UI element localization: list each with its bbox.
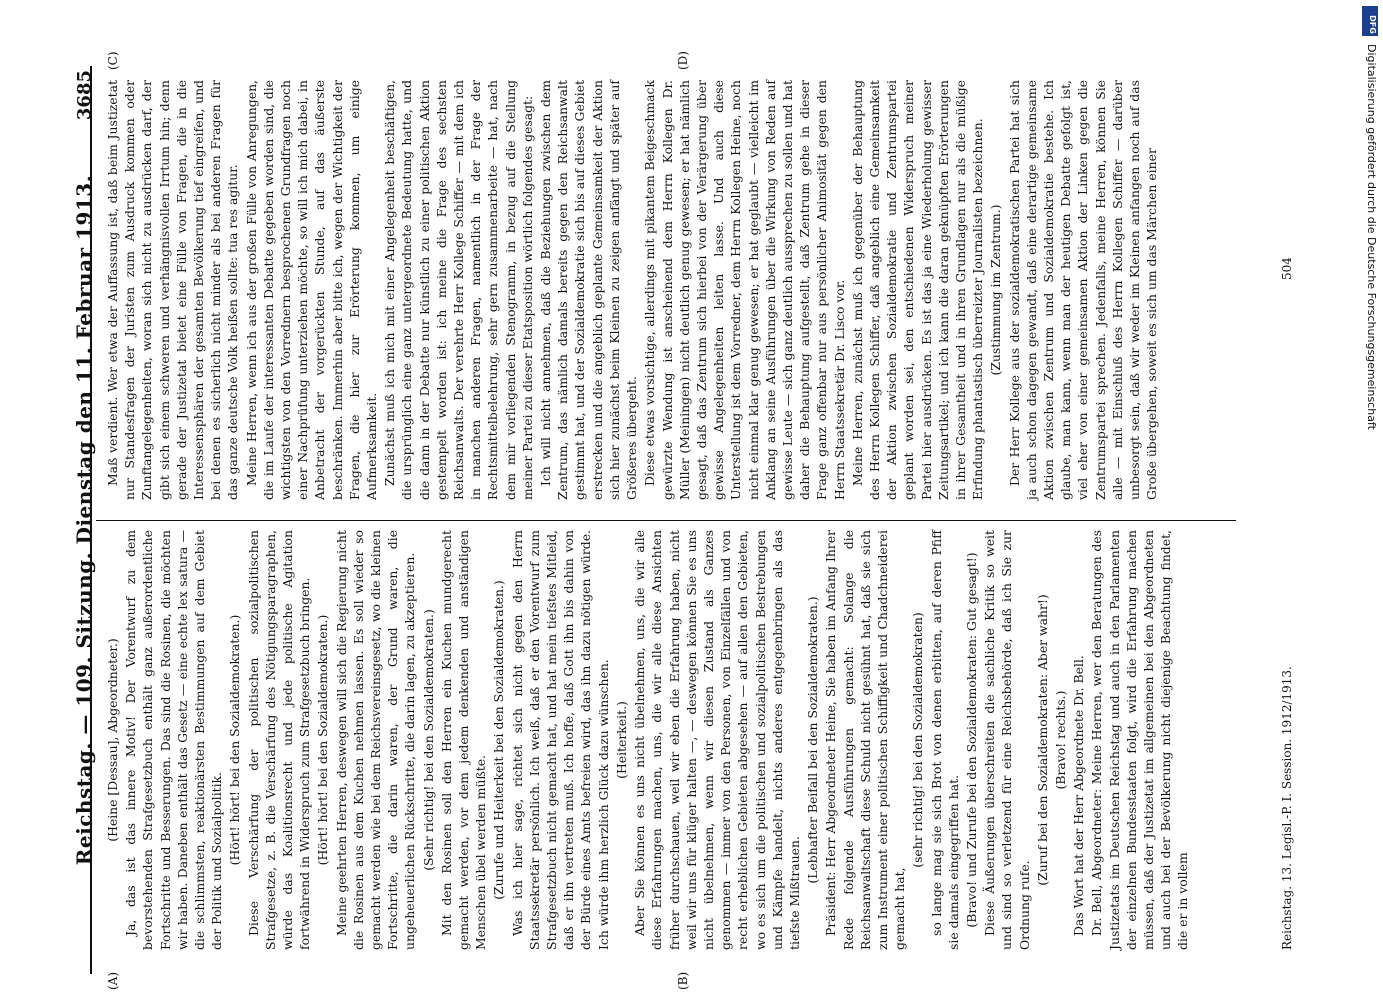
paragraph: so lange mag sie sich Brot von denen erbitten, auf deren Pfiff sie damals eingegriffen hat. [928,530,961,950]
paragraph: Maß verdient. Wer etwa der Auffassung ist, daß beim Justizetat nur Standesfragen der Juristen zum Ausdruck kommen oder Zunftangelegenheiten, woran sich nicht zu ausdrücken darf, der gibt sich einem schweren und verhängnisvollen Irrtum hin; denn gerade der Justizetat bietet eine Fülle von Fragen, die in die Interessensphären der gesamten Bevölkerung tief eingreifen, und bei denen es sicherlich nicht minder als bei anderen Fragen für das ganze deutsche Volk heißen sollte: tua res agitur. [105,80,241,500]
paragraph: Diese etwas vorsichtige, allerdings mit pikantem Beigeschmack gewürzte Wendung ist anscheinend dem Herrn Kollegen Dr. Müller (Meiningen) nicht deutlich genug gewesen; er hat nämlich gesagt, daß das Zentrum sich hierbei von der Verärgerung über gewisse Angelegenheiten leiten lasse. Und auch diese Unterstellung ist dem Vorredner, dem Herrn Kollegen Heine, noch nicht einmal klar genug gewesen; er hat geglaubt — vielleicht im Anklang an seine Ausführungen über die Wirkung von Reden auf gewisse Leute — sich ganz deutlich aussprechen zu sollen und hat daher die Behauptung aufgestellt, daß Zentrum gehe in dieser Frage ganz offenbar nur aus persönlicher Animosität gegen den Herrn Staatssekretär Dr. Lisco vor. [642,80,847,500]
column-divider [96,520,1236,521]
page-number: 3685 [74,70,95,121]
interjection: (Bravo! und Zurufe bei den Sozialdemokraten: Gut gesagt!) [963,552,979,928]
margin-mark-a: (A) [106,971,120,990]
interjection: (Heiterkeit.) [613,701,629,779]
interjection: (Lebhafter Beifall bei den Sozialdemokraten.) [805,596,821,884]
paragraph: Meine Herren, zunächst muß ich gegenüber der Behauptung des Herrn Kollegen Schiffer, daß angeblich eine Gemeinsamkeit der Aktion zwischen Sozialdemokratie und Zentrumspartei geplant worden sei, den entschiedenen Widerspruch meiner Partei hier ausdrücken. Es ist das ja eine Wiederholung gewisser Zeitungsartikel; und ich kann die daran geknüpften Erörterungen in ihrer Gesamtheit und in ihren Grundlagen nur als die müßige Erfindung phantastisch überreizter Journalisten bezeichnen. [849,80,986,500]
paragraph: Präsident: Herr Abgeordneter Heine, Sie haben im Anfang Ihrer Rede folgende Ausführungen gemacht: Solange die Reichsanwaltschaft diese Schuld nicht gesühnt hat, daß sie sich zum Instrument einer politischen Schiffigkeit und Chadchneiderei gemacht hat, [823,530,908,950]
interjection: (Zurufe und Heiterkeit bei den Sozialdemokraten.) [491,580,507,900]
interjection: (Sehr richtig! bei den Sozialdemokraten.) [420,609,436,871]
interjection: (Bravo! rechts.) [1052,690,1068,790]
margin-mark-b: (B) [676,971,690,990]
paragraph: Mit den Rosinen soll den Herren ein Kuchen mundgerecht gemacht werden, vor dem jedem denkenden und anständigen Menschen übel werden müßte. [438,530,489,950]
paragraph: Diese Äußerungen überschreiten die sachliche Kritik so weit und sind so verletzend für eine Reichsbehörde, daß ich Sie zur Ordnung rufe. [982,530,1032,950]
paragraph: Ja, das ist das innere Motiv! Der Vorentwurf zu dem bevorstehenden Strafgesetzbuch enthält ganz außerordentliche Fortschritte und Besserungen. Das sind die Rosinen, die möchten wir haben. Daneben enthält das Gesetz — eine echte lex satura — die schlimmsten, reaktionärsten Bestimmungen auf dem Gebiet der Politik und Sozialpolitik. [123,530,225,950]
paragraph: Meine Herren, wenn ich aus der großen Fülle von Anregungen, die im Laufe der interessanten Debatte gegeben worden sind, die wichtigsten von den Vorrednern besprochenen Grundfragen noch einer Nachprüfung unterziehen möchte, so will ich mich dabei, in Anbetracht der vorgerückten Stunde, auf das äußerste beschränken. Immerhin aber bitte ich, wegen der Wichtigkeit der Fragen, die hier zur Erörterung kommen, um einige Aufmerksamkeit. [243,80,380,500]
margin-mark-d: (D) [676,51,690,70]
dfg-logo-text: DFG [1367,15,1377,34]
margin-mark-c: (C) [106,51,120,70]
rotated-newspaper-page [16,40,1316,1000]
left-column [104,530,1193,950]
right-column [104,80,1161,500]
dfg-logo [1362,6,1378,36]
quotation: Ich will nicht annehmen, daß die Beziehungen zwischen dem Zentrum, das nämlich damals bereits gegen den Reichsanwalt gestimmt hat, und der Sozialdemokratie sich bis auf dieses Gebiet erstrecken und die angeblich geplante Gemeinsamkeit der Aktion sich hier zunächst beim Kleinen zu zeigen anfängt und später auf Größeres übergeht. [538,80,640,500]
page-title: Reichstag. — 109. Sitzung. Dienstag den 11. Februar 1913. [72,174,96,866]
paragraph: Der Herr Kollege aus der sozialdemokratischen Partei hat sich ja auch schon dagegen gewandt, daß eine derartige gemeinsame Aktion zwischen Zentrum und Sozialdemokratie bestehe. Ich glaube, man kann, wenn man der heutigen Debatte gefolgt ist, viel eher von einer gemeinsamen Aktion der Linken gegen die Zentrumspartei sprechen. Jedenfalls, meine Herren, können Sie alle — mit Einschluß des Herrn Kollegen Schiffer — darüber unbesorgt sein, daß wir weder im Kleinen anfangen noch auf das Große übergehen, soweit es sich um das Märchen einer [1006,80,1160,500]
digitization-sidebar [1362,0,1380,1000]
paragraph: Das Wort hat der Herr Abgeordnete Dr. Bell. [1071,655,1087,936]
paragraph: Meine geehrten Herren, deswegen will sich die Regierung nicht die Rosinen aus dem Kuchen nehmen lassen. Es soll wieder so gemacht werden wie bei dem Reichsvereinsgesetz, wo die kleinen Fortschritte, die darin waren, der Grund waren, die ungeheuerlichen Rückschritte, die darin lagen, zu akzeptieren. [333,530,418,950]
footer-session-line: Reichstag. 13. Legisl.-P. I. Session. 1912/1913. [1280,666,1294,950]
footer-sheet-number: 504 [1280,257,1294,280]
page-header [34,40,94,1000]
header-rule [90,66,92,974]
paragraph: Diese Verschärfung der politischen sozialpolitischen Strafgesetze, z. B. die Verschärfung des Nötigungsparagraphen, würde das Koalitionsrecht und jede politische Agitation fortwährend in Widerspruch zum Strafgesetzbuch bringen. [245,530,313,950]
interjection: (Zuruf bei den Sozialdemokraten: Aber wahr!) [1034,594,1050,886]
paragraph: Was ich hier sage, richtet sich nicht gegen den Herrn Staatssekretär persönlich. Ich weiß, daß er den Vorentwurf zum Strafgesetzbuch nicht gemacht hat, und hat mein tiefstes Mitleid, daß er ihn vertreten muß. Ich hoffe, daß Gott ihn bis dahin von der Bürde eines Amts befreien wird, das ihn dazu nötigen würde. Ich würde ihm herzlich Glück dazu wünschen. [509,530,611,950]
interjection: (Zustimmung im Zentrum.) [988,204,1004,376]
paragraph: Dr. Bell, Abgeordneter: Meine Herren, wer den Beratungen des Justizetats im Deutschen Reichstag und auch in den Parlamenten der einzelnen Bundesstaaten folgt, wird die Erfahrung machen müssen, daß der Justizetat im allgemeinen bei den Abgeordneten und auch bei der Bevölkerung nicht diejenige Beachtung findet, die er in vollem [1089,530,1191,950]
paragraph: Aber Sie können es uns nicht übelnehmen, uns, die wir alle diese Erfahrungen machen, uns, die wir alle diese Ansichten früher durchschauen, weil wir eben die Erfahrung haben, nicht weil wir uns für klüger halten —, — deswegen können Sie es uns nicht übelnehmen, wenn wir diesen Zustand als Ganzes genommen — immer von den Personen, von Einzelfällen und von recht erheblichen Gebieten abgesehen — auf allen den Gebieten, wo es sich um die politischen und sozialpolitischen Bestrebungen und Kämpfe handelt, nichts anderes entgegenbringen als das tiefste Mißtrauen. [632,530,802,950]
digitization-credit: Digitalisierung gefördert durch die Deutsche Forschungsgemeinschaft [1365,44,1378,430]
interjection: (sehr richtig! bei den Sozialdemokraten) [910,612,926,868]
speaker-line: (Heine [Dessau], Abgeordneter.) [105,638,120,842]
interjection: (Hört! hört! bei den Sozialdemokraten.) [315,614,331,866]
paragraph: Zunächst muß ich mich mit einer Angelegenheit beschäftigen, die ursprünglich eine ganz untergeordnete Bedeutung hatte, und die dann in der Debatte nur künstlich zu einer politischen Aktion gestempelt worden ist: ich meine die Frage des sechsten Reichsanwalts. Der verehrte Herr Kollege Schiffer — mit dem ich in manchen anderen Fragen, namentlich in der Frage der Rechtsmittelbelehrung, sehr gern zusammenarbeite — hat, nach dem mir vorliegenden Stenogramm, in bezug auf die Stellung meiner Partei zu dieser Etatsposition wörtlich folgendes gesagt: [382,80,535,500]
interjection: (Hört! hört! bei den Sozialdemokraten.) [227,614,243,866]
